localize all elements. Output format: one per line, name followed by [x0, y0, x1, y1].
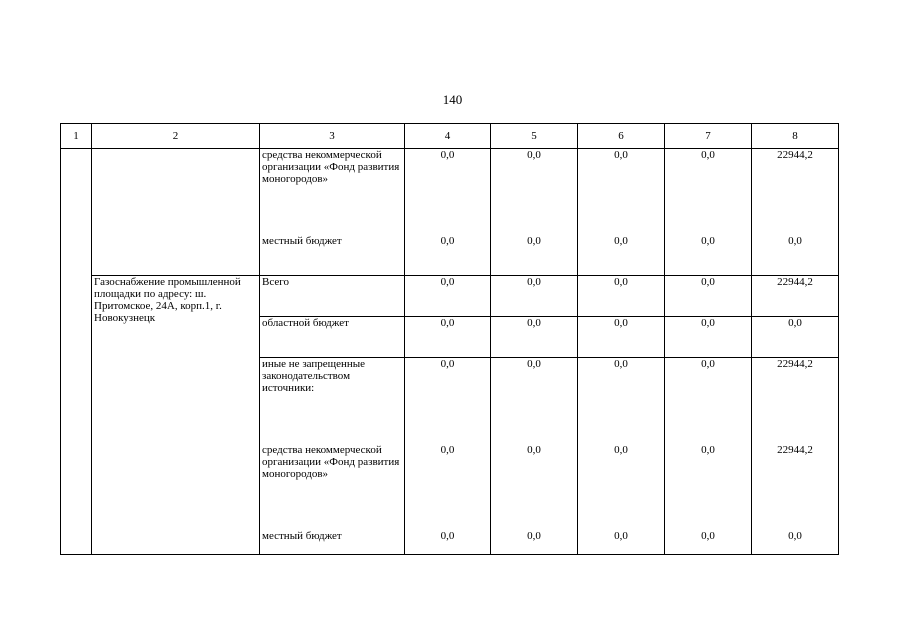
value-cell — [665, 358, 752, 555]
value: 0,0 — [701, 358, 715, 370]
budget-table — [60, 123, 839, 555]
value: 0,0 — [527, 149, 541, 161]
value-cell — [491, 358, 578, 555]
source-label: местный бюджет — [262, 235, 342, 247]
value: 0,0 — [614, 444, 628, 456]
row-number-cell — [61, 149, 92, 555]
value-cell — [405, 358, 491, 555]
item-name-cell — [92, 149, 260, 276]
value-cell — [752, 149, 839, 276]
table-row — [61, 149, 839, 276]
value: 0,0 — [440, 235, 455, 247]
value: 0,0 — [614, 235, 628, 247]
value: 0,0 — [527, 530, 541, 542]
value-cell: 0,0 — [405, 276, 491, 317]
col-header-4: 4 — [405, 124, 491, 149]
value-cell: 0,0 — [491, 276, 578, 317]
source-label: средства некоммерческой организации «Фонд развития моногородов» — [262, 444, 400, 480]
value-cell — [578, 149, 665, 276]
value-cell: 0,0 — [752, 317, 839, 358]
value: 0,0 — [788, 235, 802, 247]
value: 0,0 — [701, 444, 715, 456]
value: 0,0 — [440, 444, 455, 456]
value: 22944,2 — [777, 444, 813, 456]
item-name-cell: Газоснабжение промышленной площадки по адресу: ш. Притомское, 24А, корп.1, г. Новокузнецк — [92, 276, 260, 555]
value: 0,0 — [440, 358, 455, 370]
col-header-7: 7 — [665, 124, 752, 149]
value: 0,0 — [701, 235, 715, 247]
col-header-6: 6 — [578, 124, 665, 149]
value: 0,0 — [440, 149, 455, 161]
value: 0,0 — [614, 358, 628, 370]
value: 0,0 — [527, 358, 541, 370]
source-cell — [260, 358, 405, 555]
col-header-8: 8 — [752, 124, 839, 149]
value: 0,0 — [527, 235, 541, 247]
value: 0,0 — [527, 444, 541, 456]
value-cell — [752, 358, 839, 555]
value-cell: 0,0 — [405, 317, 491, 358]
header-row — [61, 124, 839, 149]
value: 0,0 — [614, 149, 628, 161]
source-label: местный бюджет — [262, 530, 342, 542]
source-label: средства некоммерческой организации «Фонд развития моногородов» — [262, 149, 400, 185]
source-label: Всего — [260, 276, 405, 317]
value-cell — [405, 149, 491, 276]
col-header-1: 1 — [61, 124, 92, 149]
table-row — [61, 276, 839, 317]
value-cell: 0,0 — [578, 276, 665, 317]
value-cell — [578, 358, 665, 555]
value: 0,0 — [614, 530, 628, 542]
source-label: иные не запрещенные законодательством источники: — [262, 358, 366, 394]
value: 22944,2 — [777, 358, 813, 370]
value: 0,0 — [701, 530, 715, 542]
value: 0,0 — [788, 530, 802, 542]
value-cell: 0,0 — [665, 276, 752, 317]
source-label: областной бюджет — [260, 317, 405, 358]
value: 22944,2 — [777, 149, 813, 161]
page-number: 140 — [442, 92, 463, 107]
value-cell — [665, 149, 752, 276]
value-cell: 0,0 — [665, 317, 752, 358]
value-cell: 0,0 — [578, 317, 665, 358]
value: 0,0 — [701, 149, 715, 161]
col-header-2: 2 — [92, 124, 260, 149]
value: 0,0 — [440, 530, 455, 542]
value-cell: 0,0 — [491, 317, 578, 358]
col-header-3: 3 — [260, 124, 405, 149]
value-cell: 22944,2 — [752, 276, 839, 317]
source-cell — [260, 149, 405, 276]
col-header-5: 5 — [491, 124, 578, 149]
value-cell — [491, 149, 578, 276]
